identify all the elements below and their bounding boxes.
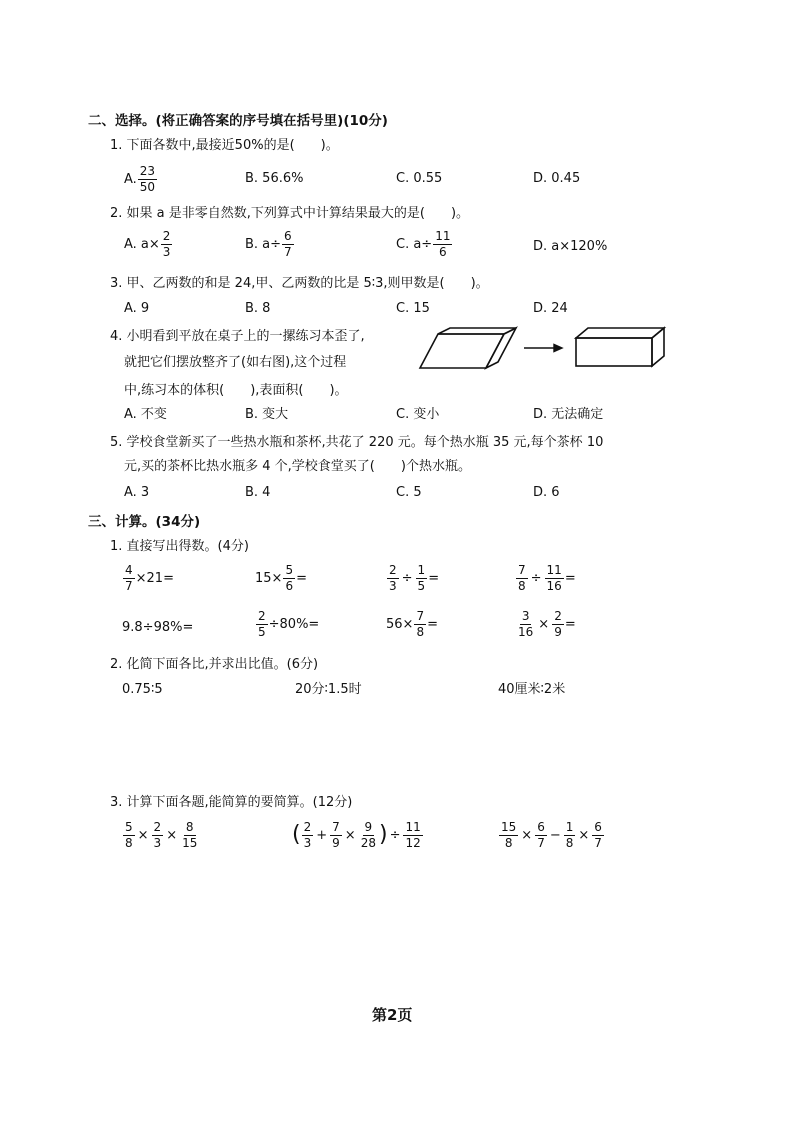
ratio-3: 40厘米∶2米 [498,682,566,697]
q4-line-1: 4. 小明看到平放在桌子上的一摞练习本歪了, [110,329,365,344]
calc-expression-2: ( $\frac{2}{3}$ + $\frac{7}{9}$ × $\frac{9}{28}$ ) ÷ $\frac{11}{12}$ [292,820,421,850]
calc-expression-1: $\frac{5}{8}$ × $\frac{2}{3}$ × $\frac{8}{15}$ [125,820,198,850]
slanted-book-stack [420,328,516,368]
q4-option-d: D. 无法确定 [533,407,604,422]
q3-option-c: C. 15 [396,301,430,316]
q1-option-c: C. 0.55 [396,171,443,186]
q1-stem: 1. 下面各数中,最接近50%的是( )。 [110,138,339,153]
q2-option-a: A. a× $\frac{2}{3}$ [124,229,171,259]
oral-calc-8: $\frac{3}{16}$ × $\frac{2}{9}$ = [518,609,576,639]
arrow-icon [524,345,562,352]
q5-option-b: B. 4 [245,485,271,500]
q2-stem: 2. 如果 a 是非零自然数,下列算式中计算结果最大的是( )。 [110,206,470,221]
q4-option-c: C. 变小 [396,407,440,422]
part-1-title: 1. 直接写出得数。(4分) [110,539,249,554]
q1-option-a: A. $\frac{23}{50}$ [124,164,156,194]
q5-line-2: 元,买的茶杯比热水瓶多 4 个,学校食堂买了( )个热水瓶。 [124,459,471,474]
q2-option-b: B. a÷ $\frac{6}{7}$ [245,229,292,259]
page-number: 第2页 [372,1006,413,1024]
q4-option-a: A. 不变 [124,407,167,422]
q2-option-c: C. a÷ $\frac{11}{6}$ [396,229,451,259]
q4-line-2: 就把它们摆放整齐了(如右图),这个过程 [124,355,347,370]
q3-option-b: B. 8 [245,301,271,316]
ratio-2: 20分∶1.5时 [295,682,362,697]
q5-option-d: D. 6 [533,485,560,500]
q4-line-3: 中,练习本的体积( ),表面积( )。 [124,383,348,398]
section-2-heading: 二、选择。(将正确答案的序号填在括号里)(10分) [88,113,388,129]
q4-option-b: B. 变大 [245,407,289,422]
q5-option-a: A. 3 [124,485,150,500]
part-3-title: 3. 计算下面各题,能简算的要简算。(12分) [110,795,353,810]
q5-option-c: C. 5 [396,485,422,500]
q2-option-d: D. a×120% [533,239,608,254]
ratio-1: 0.75∶5 [122,682,163,697]
oral-calc-1: $\frac{4}{7}$ ×21= [125,563,174,593]
stacked-books-figure [418,322,670,374]
q5-line-1: 5. 学校食堂新买了一些热水瓶和茶杯,共花了 220 元。每个热水瓶 35 元,每个茶杯 10 [110,435,604,450]
oral-calc-2: 15× $\frac{5}{6}$ = [255,563,307,593]
q3-stem: 3. 甲、乙两数的和是 24,甲、乙两数的比是 5∶3,则甲数是( )。 [110,276,489,291]
aligned-book-stack [576,328,664,366]
oral-calc-5: 9.8÷98%= [122,620,194,635]
calc-expression-3: $\frac{15}{8}$ × $\frac{6}{7}$ − $\frac{1}{8}$ × $\frac{6}{7}$ [501,820,602,850]
part-2-title: 2. 化简下面各比,并求出比值。(6分) [110,657,319,672]
q3-option-d: D. 24 [533,301,568,316]
q1-option-d: D. 0.45 [533,171,581,186]
oral-calc-7: 56× $\frac{7}{8}$ = [386,609,438,639]
oral-calc-3: $\frac{2}{3}$ ÷ $\frac{1}{5}$ = [389,563,440,593]
oral-calc-6: $\frac{2}{5}$ ÷80%= [258,609,320,639]
oral-calc-4: $\frac{7}{8}$ ÷ $\frac{11}{16}$ = [518,563,576,593]
q3-option-a: A. 9 [124,301,150,316]
section-3-heading: 三、计算。(34分) [88,514,201,530]
q1-option-b: B. 56.6% [245,171,304,186]
